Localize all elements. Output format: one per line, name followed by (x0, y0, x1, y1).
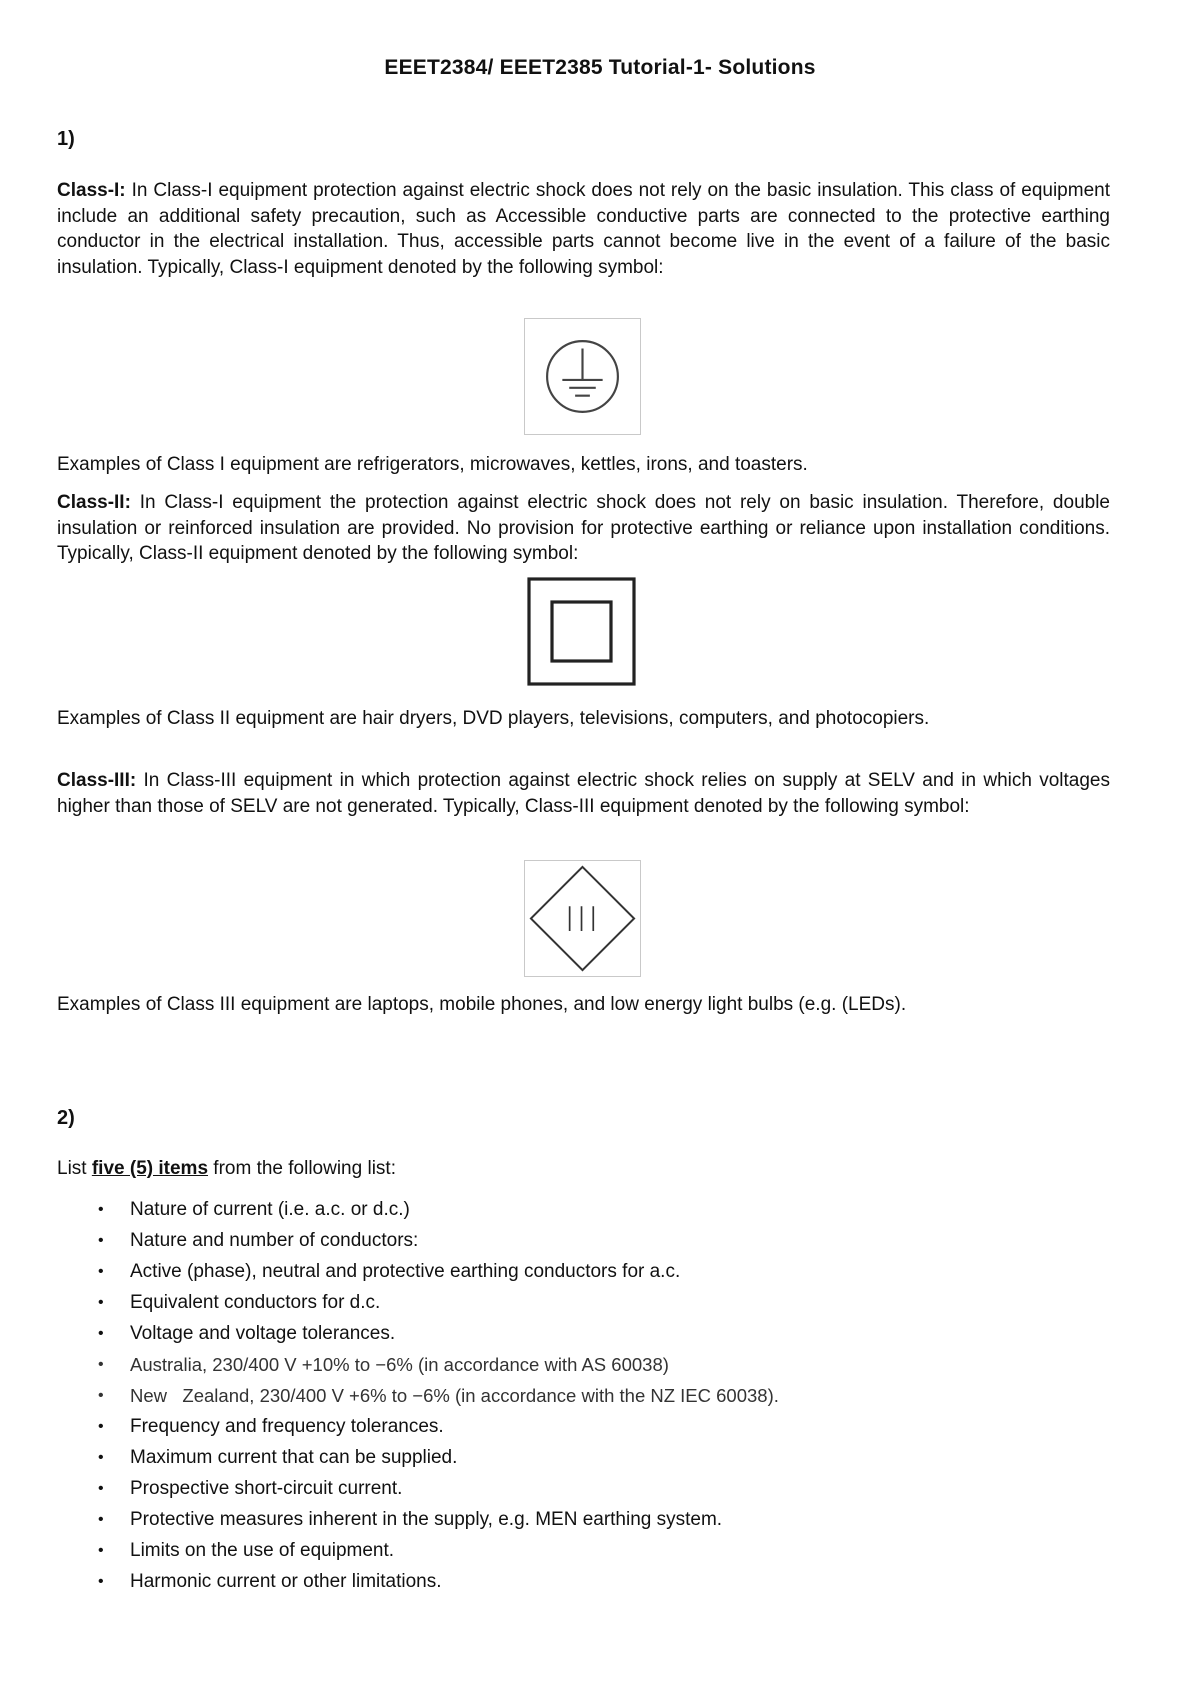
intro-prefix: List (57, 1158, 92, 1179)
class-3-text: In Class-III equipment in which protection against electric shock relies on supply at SELV and in which voltages higher than those of SELV are not generated. Typically, Class-III equipment denoted by the following symbol: (57, 770, 1110, 817)
list-item (57, 1566, 779, 1597)
bullet-icon: • (98, 1356, 104, 1373)
bullet-icon: • (98, 1232, 104, 1249)
class-3-examples: Examples of Class III equipment are laptops, mobile phones, and low energy light bulbs (e.g. (LEDs). (57, 994, 907, 1015)
bullet-icon: • (98, 1418, 104, 1435)
bullet-icon: • (98, 1263, 104, 1280)
selv-class-iii-symbol-icon (524, 860, 641, 977)
bullet-icon: • (98, 1294, 104, 1311)
list-item-text: Active (phase), neutral and protective earthing conductors for a.c. (130, 1261, 681, 1282)
intro-suffix: from the following list: (208, 1158, 396, 1179)
list-item-text: Limits on the use of equipment. (130, 1540, 395, 1561)
list-item-text: Frequency and frequency tolerances. (130, 1416, 444, 1437)
question-2-number: 2) (57, 1107, 75, 1129)
intro-emphasis: five (5) items (91, 1158, 209, 1179)
list-item-text: Australia, 230/400 V +10% to −6% (in accordance with AS 60038) (130, 1354, 669, 1375)
list-item (57, 1442, 779, 1473)
list-item (57, 1535, 779, 1566)
bullet-icon: • (98, 1573, 104, 1590)
bullet-icon: • (98, 1387, 104, 1404)
class-1-paragraph (57, 178, 1110, 280)
list-item-text: Harmonic current or other limitations. (130, 1571, 442, 1592)
class-2-label: Class-II: (57, 492, 131, 513)
bullet-icon: • (98, 1325, 104, 1342)
list-item (57, 1473, 779, 1504)
bullet-icon: • (98, 1542, 104, 1559)
class-1-label: Class-I: (57, 180, 126, 201)
class-2-examples: Examples of Class II equipment are hair dryers, DVD players, televisions, computers, and photocopiers. (57, 708, 930, 729)
list-item-text: Equivalent conductors for d.c. (130, 1292, 381, 1313)
list-item-text: Prospective short-circuit current. (130, 1478, 403, 1499)
list-item-text: New Zealand, 230/400 V +6% to −6% (in accordance with the NZ IEC 60038). (130, 1385, 779, 1406)
list-item (57, 1504, 779, 1535)
class-2-paragraph (57, 490, 1110, 567)
list-item (57, 1225, 779, 1256)
bullet-icon: • (98, 1449, 104, 1466)
supply-characteristics-list (57, 1194, 779, 1597)
list-item (57, 1349, 779, 1380)
list-item-text: Nature and number of conductors: (130, 1230, 419, 1251)
class-1-text: In Class-I equipment protection against electric shock does not rely on the basic insulation. This class of equipment include an additional safety precaution, such as Accessible conductive parts are connected to the protective earthing conductor in the electrical installation. Thus, accessible parts cannot become live in the event of a failure of the basic insulation. Typically, Class-I equipment denoted by the following symbol: (57, 180, 1110, 278)
list-item (57, 1287, 779, 1318)
protective-earth-symbol-icon (524, 318, 641, 435)
selv-symbol-text: III (564, 899, 601, 939)
question-2-intro (57, 1156, 1110, 1182)
question-1-number: 1) (57, 128, 75, 150)
class-2-text: In Class-I equipment the protection against electric shock does not rely on basic insulation. Therefore, double insulation or reinforced insulation are provided. No provision for protective earthing or reliance upon installation conditions. Typically, Class-II equipment denoted by the following symbol: (57, 492, 1110, 564)
page-title: EEET2384/ EEET2385 Tutorial-1- Solutions (384, 56, 816, 79)
list-item-text: Maximum current that can be supplied. (130, 1447, 458, 1468)
list-item-text: Nature of current (i.e. a.c. or d.c.) (130, 1199, 410, 1220)
list-item (57, 1318, 779, 1349)
class-3-paragraph (57, 768, 1110, 819)
list-item-text: Voltage and voltage tolerances. (130, 1323, 396, 1344)
class-1-examples: Examples of Class I equipment are refrigerators, microwaves, kettles, irons, and toasters. (57, 454, 808, 475)
double-insulation-symbol-icon (527, 577, 636, 686)
list-item (57, 1256, 779, 1287)
list-item (57, 1411, 779, 1442)
list-item (57, 1380, 779, 1411)
list-item-text: Protective measures inherent in the supply, e.g. MEN earthing system. (130, 1509, 723, 1530)
class-3-label: Class-III: (57, 770, 137, 791)
bullet-icon: • (98, 1480, 104, 1497)
bullet-icon: • (98, 1511, 104, 1528)
list-item (57, 1194, 779, 1225)
bullet-icon: • (98, 1201, 104, 1218)
